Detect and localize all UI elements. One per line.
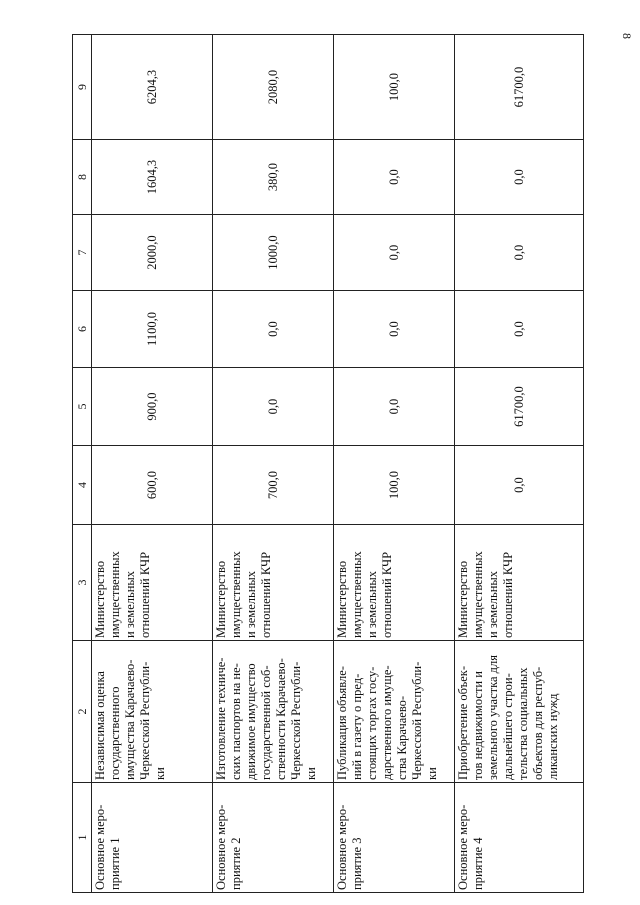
program-activities-table <box>72 34 584 893</box>
value-col-5: 0,0 <box>334 368 455 446</box>
column-number-row <box>73 35 92 893</box>
activity-executor: Министерство имущественных и земельных отношений КЧР <box>93 551 152 638</box>
value-col-9: 2080,0 <box>213 35 334 140</box>
table-row-activity-1 <box>92 35 213 893</box>
activity-executor: Министерство имущественных и земельных отношений КЧР <box>335 551 394 638</box>
value-col-4: 700,0 <box>213 446 334 525</box>
value-col-7: 0,0 <box>455 215 584 291</box>
rotated-table-container <box>72 35 630 893</box>
activity-description: Изготовление техниче- ских паспортов на не- движимое имущество государственной соб- ственности Карачаево- Черкесской Республи- ки <box>214 657 318 780</box>
value-col-7: 1000,0 <box>213 215 334 291</box>
activity-name: Основное меро- приятие 1 <box>93 804 122 890</box>
activity-name: Основное меро- приятие 4 <box>456 804 485 890</box>
activity-executor: Министерство имущественных и земельных отношений КЧР <box>214 551 273 638</box>
value-col-8: 0,0 <box>334 140 455 215</box>
activity-description: Независимая оценка государственного имущества Карачаево- Черкесской Республи- ки <box>93 659 167 780</box>
column-number-3: 3 <box>73 525 92 641</box>
column-number-4: 4 <box>73 446 92 525</box>
value-col-7: 2000,0 <box>92 215 213 291</box>
column-number-7: 7 <box>73 215 92 291</box>
page-number: 8 <box>620 33 634 39</box>
activity-name: Основное меро- приятие 2 <box>214 804 243 890</box>
value-col-5: 900,0 <box>92 368 213 446</box>
value-col-9: 6204,3 <box>92 35 213 140</box>
column-number-1: 1 <box>73 783 92 893</box>
activity-executor: Министерство имущественных и земельных отношений КЧР <box>456 551 515 638</box>
value-col-8: 380,0 <box>213 140 334 215</box>
activity-description: Публикация объявле- ний в газету о пред- стоящих торгах госу- дарственного имуще- ства Карачаево- Черкесской Республи- ки <box>335 661 439 780</box>
table-row-activity-4 <box>455 35 584 893</box>
value-col-6: 0,0 <box>213 291 334 368</box>
value-col-6: 1100,0 <box>92 291 213 368</box>
table-row-activity-2 <box>213 35 334 893</box>
value-col-9: 100,0 <box>334 35 455 140</box>
value-col-8: 1604,3 <box>92 140 213 215</box>
table-row-activity-3 <box>334 35 455 893</box>
value-col-7: 0,0 <box>334 215 455 291</box>
value-col-5: 61700,0 <box>455 368 584 446</box>
value-col-6: 0,0 <box>455 291 584 368</box>
value-col-4: 0,0 <box>455 446 584 525</box>
column-number-2: 2 <box>73 641 92 783</box>
activity-description: Приобретение объек- тов недвижимости и земельного участка для дальнейшего строи- тельства социальных объектов для респуб- ликанских нужд <box>456 654 560 780</box>
value-col-9: 61700,0 <box>455 35 584 140</box>
value-col-4: 600,0 <box>92 446 213 525</box>
column-number-6: 6 <box>73 291 92 368</box>
activity-name: Основное меро- приятие 3 <box>335 804 364 890</box>
column-number-9: 9 <box>73 35 92 140</box>
value-col-8: 0,0 <box>455 140 584 215</box>
value-col-4: 100,0 <box>334 446 455 525</box>
value-col-6: 0,0 <box>334 291 455 368</box>
column-number-5: 5 <box>73 368 92 446</box>
column-number-8: 8 <box>73 140 92 215</box>
value-col-5: 0,0 <box>213 368 334 446</box>
